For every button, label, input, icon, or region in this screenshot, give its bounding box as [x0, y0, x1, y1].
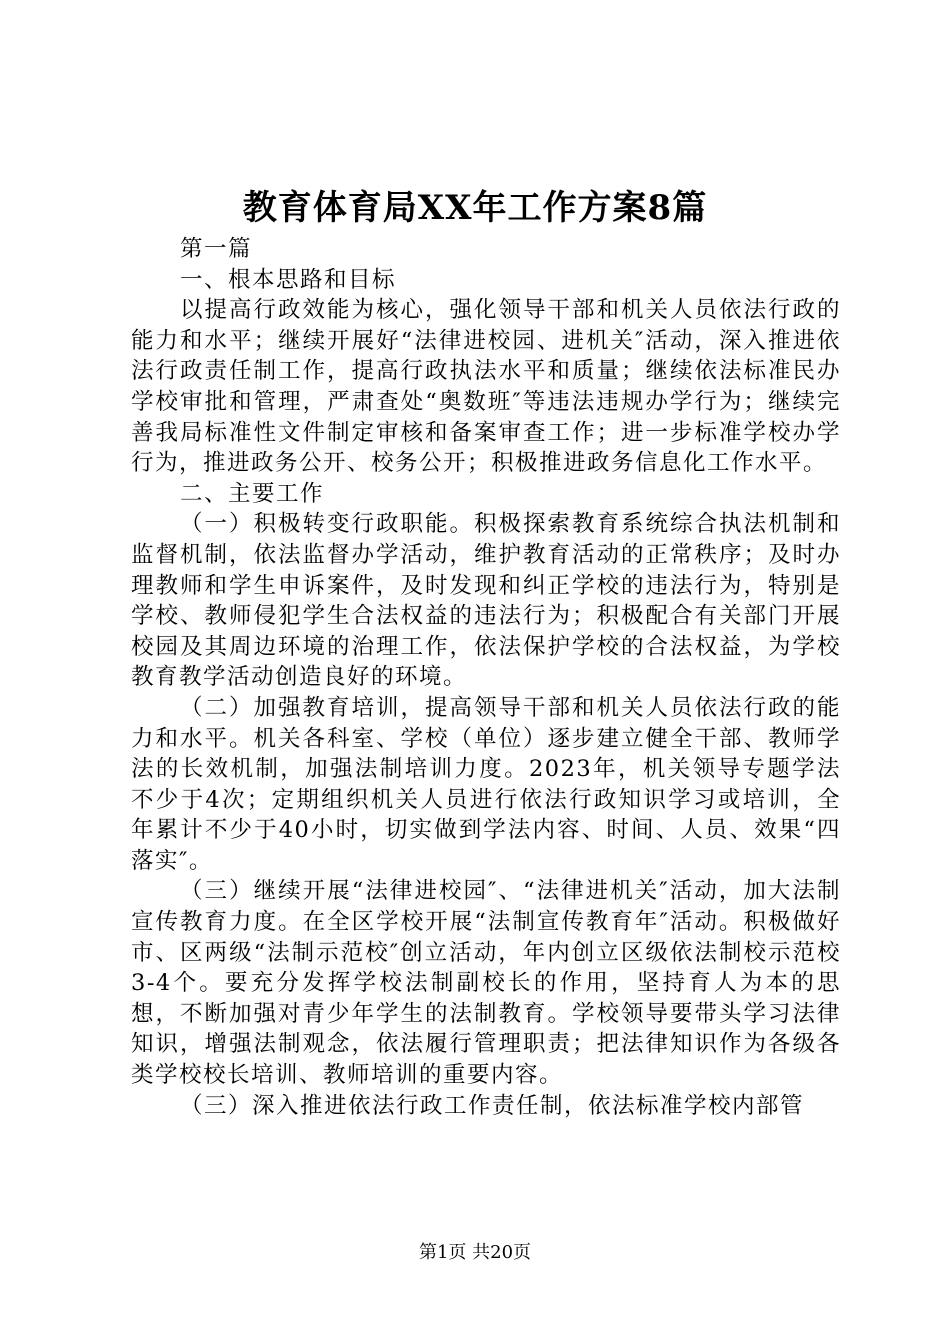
paragraph-item-3: （三）继续开展“法律进校园″、“法律进机关″活动，加大法制宣传教育力度。在全区学校开展“法制宣传教育年″活动。积极做好市、区两级“法制示范校″创立活动，年内创立区级依法制校示范校3-4个。要充分发挥学校法制副校长的作用，坚持育人为本的思想，不断加强对青少年学生的法制教育。学校领导要带头学习法律知识，增强法制观念，依法履行管理职责；把法律知识作为各级各类学校校长培训、教师培训的重要内容。 [131, 878, 841, 1089]
page-indicator: 第1页 共20页 [418, 1242, 532, 1263]
document-body [131, 234, 841, 1121]
subsection-heading-main-work: 二、主要工作 [180, 480, 325, 507]
paragraph-goals: 以提高行政效能为核心，强化领导干部和机关人员依法行政的能力和水平；继续开展好“法律进校园、进机关″活动，深入推进依法行政责任制工作，提高行政执法水平和质量；继续依法标准民办学校审批和管理，严肃查处“奥数班″等违法违规办学行为；继续完善我局标准性文件制定审核和备案审查工作；进一步标准学校办学行为，推进政务公开、校务公开；积极推进政务信息化工作水平。 [131, 297, 841, 477]
document-title: 教育体育局XX年工作方案8篇 [242, 188, 708, 228]
paragraph-item-4: （三）深入推进依法行政工作责任制，依法标准学校内部管 [180, 1092, 805, 1119]
paragraph-item-1: （一）积极转变行政职能。积极探索教育系统综合执法机制和监督机制，依法监督办学活动，维护教育活动的正常秩序；及时办理教师和学生申诉案件，及时发现和纠正学校的违法行为，特别是学校、教师侵犯学生合法权益的违法行为；积极配合有关部门开展校园及其周边环境的治理工作，依法保护学校的合法权益，为学校教育教学活动创造良好的环境。 [131, 511, 841, 691]
subsection-heading-goals: 一、根本思路和目标 [180, 266, 397, 293]
paragraph-item-2: （二）加强教育培训，提高领导干部和机关人员依法行政的能力和水平。机关各科室、学校（单位）逐步建立健全干部、教师学法的长效机制，加强法制培训力度。2023年，机关领导专题学法不少于4次；定期组织机关人员进行依法行政知识学习或培训，全年累计不少于40小时，切实做到学法内容、时间、人员、效果“四落实″。 [131, 694, 841, 874]
section-heading-first: 第一篇 [180, 236, 253, 262]
